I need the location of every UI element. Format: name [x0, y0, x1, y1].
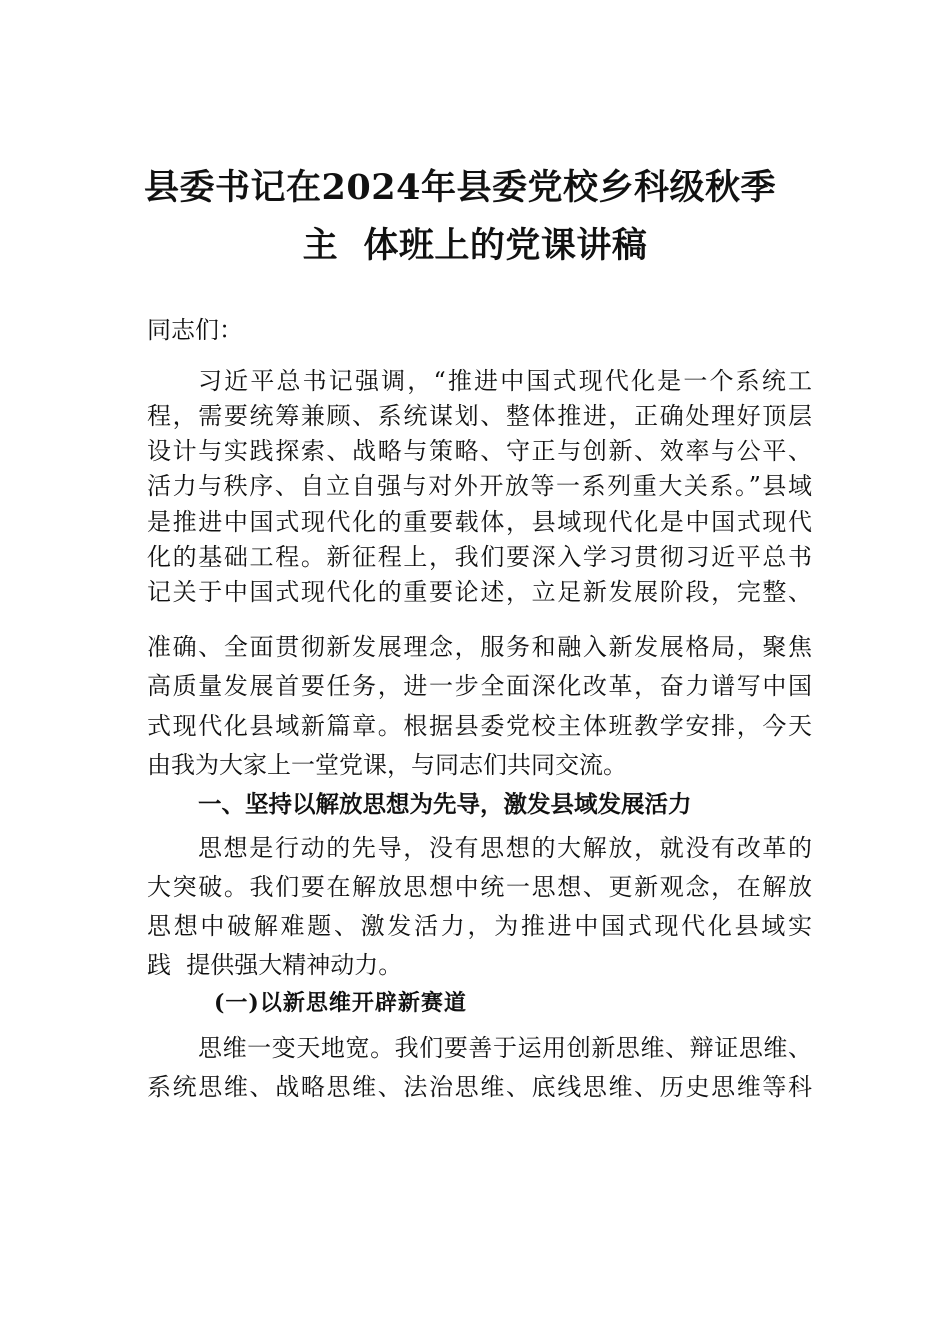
- paragraph-line: 思想中破解难题、激发活力，为推进中国式现代化县域实: [147, 912, 812, 940]
- paragraph-line: 习近平总书记强调，“推进中国式现代化是一个系统工: [198, 367, 812, 395]
- salutation: 同志们：: [147, 316, 243, 344]
- paragraph-line: 是推进中国式现代化的重要载体，县域现代化是中国式现代: [147, 508, 812, 536]
- paragraph-line: 思维一变天地宽。我们要善于运用创新思维、辩证思维、: [198, 1034, 812, 1062]
- paragraph-line: 化的基础工程。新征程上，我们要深入学习贯彻习近平总书: [147, 543, 812, 571]
- paragraph-line: 准确、全面贯彻新发展理念，服务和融入新发展格局，聚焦: [147, 633, 812, 661]
- paragraph-line: 程，需要统筹兼顾、系统谋划、整体推进，正确处理好顶层: [147, 402, 812, 430]
- paragraph-line: 设计与实践探索、战略与策略、守正与创新、效率与公平、: [147, 437, 812, 465]
- paragraph-line: 大突破。我们要在解放思想中统一思想、更新观念，在解放: [147, 873, 812, 901]
- document-title-line-1: 县委书记在2024年县委党校乡科级秋季: [144, 167, 776, 208]
- paragraph-line: 式现代化县域新篇章。根据县委党校主体班教学安排，今天: [147, 712, 812, 740]
- paragraph-line: 践 提供强大精神动力。: [147, 951, 403, 979]
- paragraph-line: 高质量发展首要任务，进一步全面深化改革，奋力谱写中国: [147, 672, 812, 700]
- paragraph-line: 活力与秩序、自立自强与对外开放等一系列重大关系。”县域: [147, 472, 812, 500]
- paragraph-line: 思想是行动的先导，没有思想的大解放，就没有改革的: [198, 834, 812, 862]
- subsection-heading-1: (一)以新思维开辟新赛道: [214, 990, 467, 1016]
- paragraph-line: 系统思维、战略思维、法治思维、底线思维、历史思维等科: [147, 1073, 812, 1101]
- paragraph-line: 记关于中国式现代化的重要论述，立足新发展阶段，完整、: [147, 578, 812, 606]
- paragraph-line: 由我为大家上一堂党课，与同志们共同交流。: [147, 751, 627, 779]
- section-heading-1: 一、坚持以解放思想为先导，激发县域发展活力: [198, 790, 692, 818]
- document-title-line-2: 主 体班上的党课讲稿: [302, 225, 648, 266]
